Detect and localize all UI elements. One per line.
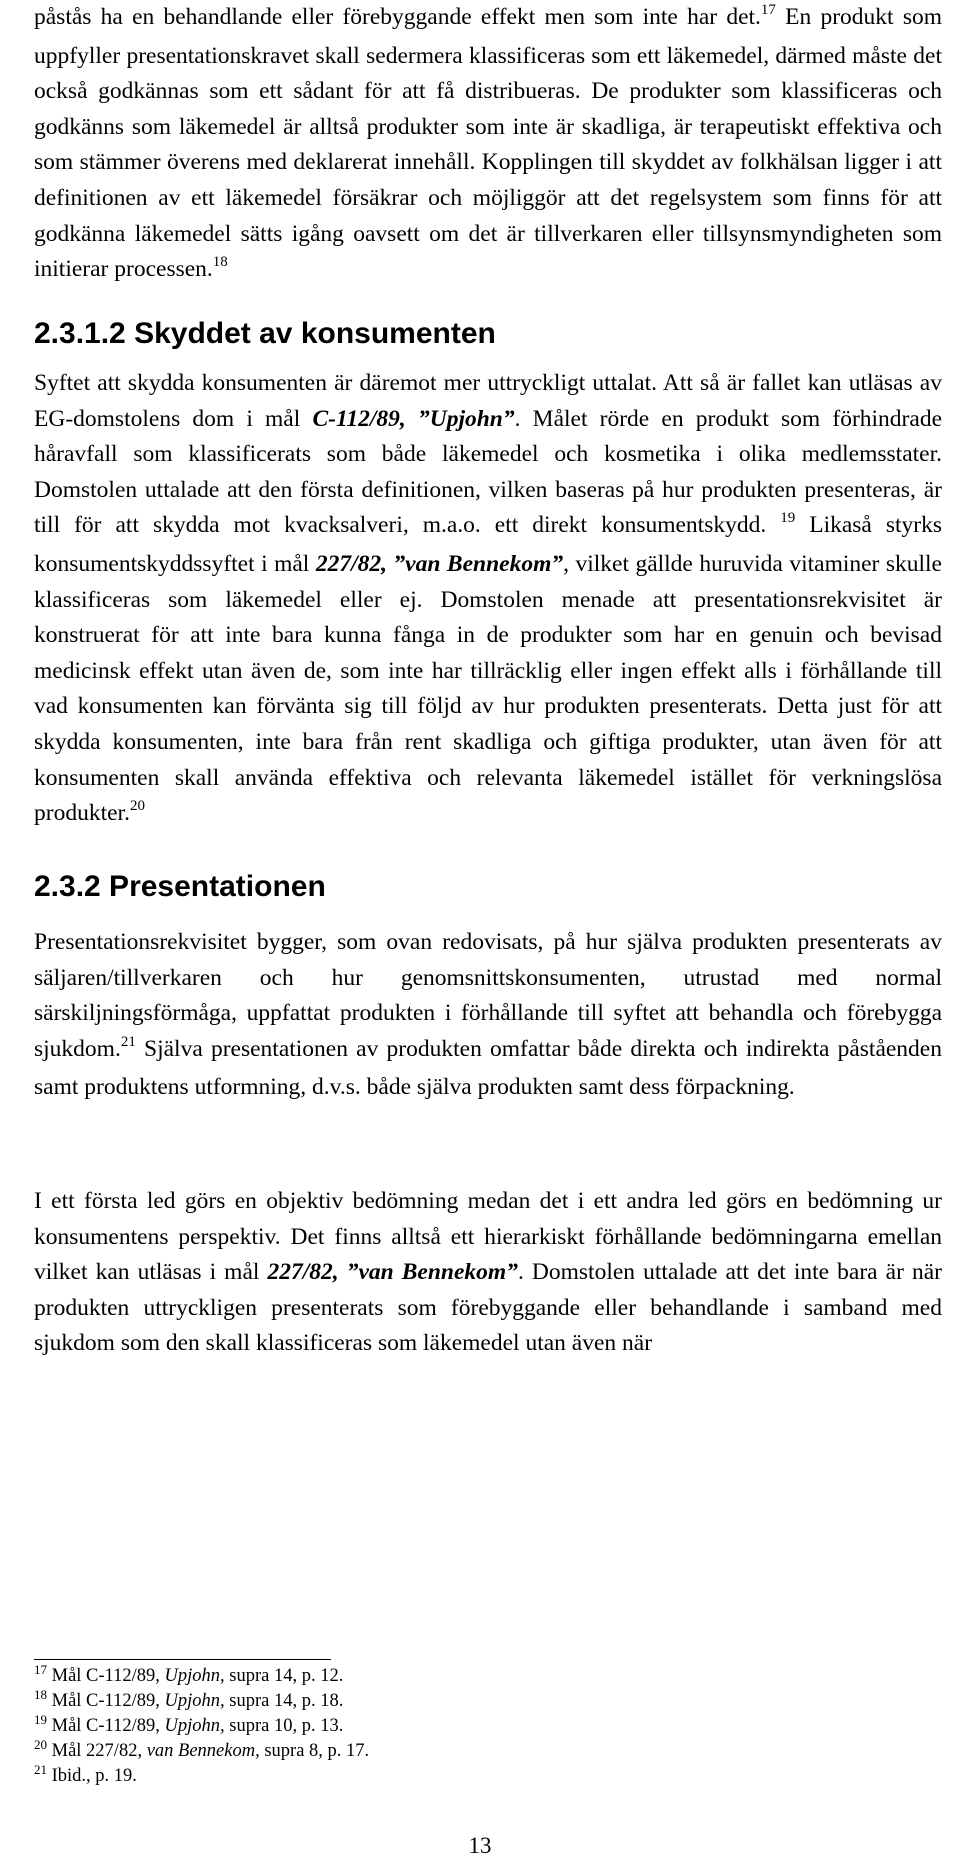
footnote-ref-18[interactable]: 18: [212, 254, 228, 271]
footnote-separator: [34, 1659, 331, 1660]
heading-presentationen: 2.3.2 Presentationen: [34, 870, 326, 903]
footnote-ref-20[interactable]: 20: [129, 798, 145, 815]
footnote-17: $^{17}$ Mål C-112/89, Upjohn, supra 14, p. 12.: [34, 1662, 344, 1686]
case-reference-upjohn: C-112/89, ”Upjohn”: [312, 405, 515, 432]
footnote-ref-19[interactable]: 19: [780, 510, 796, 527]
footnote-ref-17[interactable]: 17: [760, 2, 776, 18]
section-heading-2-3-2: [34, 869, 942, 905]
paragraph-1: [34, 0, 942, 291]
footnote-21: $^{21}$ Ibid., p. 19.: [34, 1762, 137, 1786]
paragraph-1-text: påstås ha en behandlande eller förebyggande effekt men som inte har det.$^{17}$ En produkt som uppfyller presentationskravet skall sedermera klassificeras som ett läkemedel, därmed måste det också godkännas som ett sådant för att få distribueras. De produkter som klassificeras och godkänns som läkemedel är alltså produkter som inte är skadliga, är terapeutiskt effektiva och som stämmer överens med deklarerat innehåll. Kopplingen till skyddet av folkhälsan ligger i att definitionen av ett läkemedel försäkrar och möjliggör att det regelsystem som finns för att godkänna läkemedel sätts igång oavsett om det är tillverkaren eller tillsynsmyndigheten som initierar processen.$^{18}$: [34, 2, 942, 283]
paragraph-3: [34, 925, 942, 1106]
section-heading-2-3-1-2: [34, 316, 942, 352]
paragraph-4-text: I ett första led görs en objektiv bedömning medan det i ett andra led görs en bedömning ur konsumentens perspektiv. Det finns alltså ett hierarkiskt förhållande bedömningarna emellan vilket kan utläsas i mål 227/82, ”van Bennekom”. Domstolen uttalade att det inte bara är när produkten uttryckligen presenterats som förebyggande eller behandlande i samband med sjukdom som den skall klassificeras som läkemedel utan även när: [34, 1188, 942, 1357]
paragraph-2: [34, 366, 942, 835]
footnote-19: $^{19}$ Mål C-112/89, Upjohn, supra 10, p. 13.: [34, 1712, 344, 1736]
paragraph-4: [34, 1184, 942, 1362]
paragraph-3-text: Presentationsrekvisitet bygger, som ovan redovisats, på hur själva produkten presenterats av säljaren/tillverkaren och hur genomsnittskonsumenten, utrustad med normal särskiljningsförmåga, uppfattat produkten i förhållande till syftet att behandla och förebygga sjukdom.$^{21}$ Själva presentationen av produkten omfattar både direkta och indirekta påståenden samt produktens utformning, d.v.s. både själva produkten samt dess förpackning.: [34, 929, 942, 1101]
footnote-ref-21[interactable]: 21: [120, 1033, 136, 1050]
paragraph-2-text: Syftet att skydda konsumenten är däremot mer uttryckligt uttalat. Att så är fallet kan utläsas av EG-domstolens dom i mål C-112/89, ”Upjohn”. Målet rörde en produkt som förhindrade håravfall som klassificerats som både läkemedel och kosmetika i olika medlemsstater. Domstolen uttalade att den första definitionen, vilken baseras på hur produkten presenteras, är till för att skydda mot kvacksalveri, m.a.o. ett direkt konsumentskydd. $^{19}$ Likaså styrks konsumentskyddssyftet i mål 227/82, ”van Bennekom”, vilket gällde huruvida vitaminer skulle klassificeras som läkemedel eller ej. Domstolen menade att presentationsrekvisitet är konstruerat för att inte bara kunna fånga in de produkter som har en genuin och bevisad medicinsk effekt utan även de, som inte har tillräcklig eller ingen effekt alls i förhållande till vad konsumenten kan förvänta sig till följd av hur produkten presenterats. Detta just för att skydda konsumenten, inte bara från rent skadliga och giftiga produkter, utan även för att konsumenten skall använda effektiva och relevanta läkemedel istället för verkningslösa produkter.$^{20}$: [34, 370, 943, 827]
case-reference-van-bennekom: 227/82, ”van Bennekom”: [315, 550, 564, 577]
page-number: 13: [468, 1833, 492, 1858]
footnote-20: $^{20}$ Mål 227/82, van Bennekom, supra 8, p. 17.: [34, 1737, 370, 1761]
heading-skyddet-av-konsumenten: 2.3.1.2 Skyddet av konsumenten: [34, 317, 496, 350]
case-reference-van-bennekom-2: 227/82, ”van Bennekom”: [267, 1259, 518, 1286]
footnote-18: $^{18}$ Mål C-112/89, Upjohn, supra 14, p. 18.: [34, 1687, 344, 1711]
